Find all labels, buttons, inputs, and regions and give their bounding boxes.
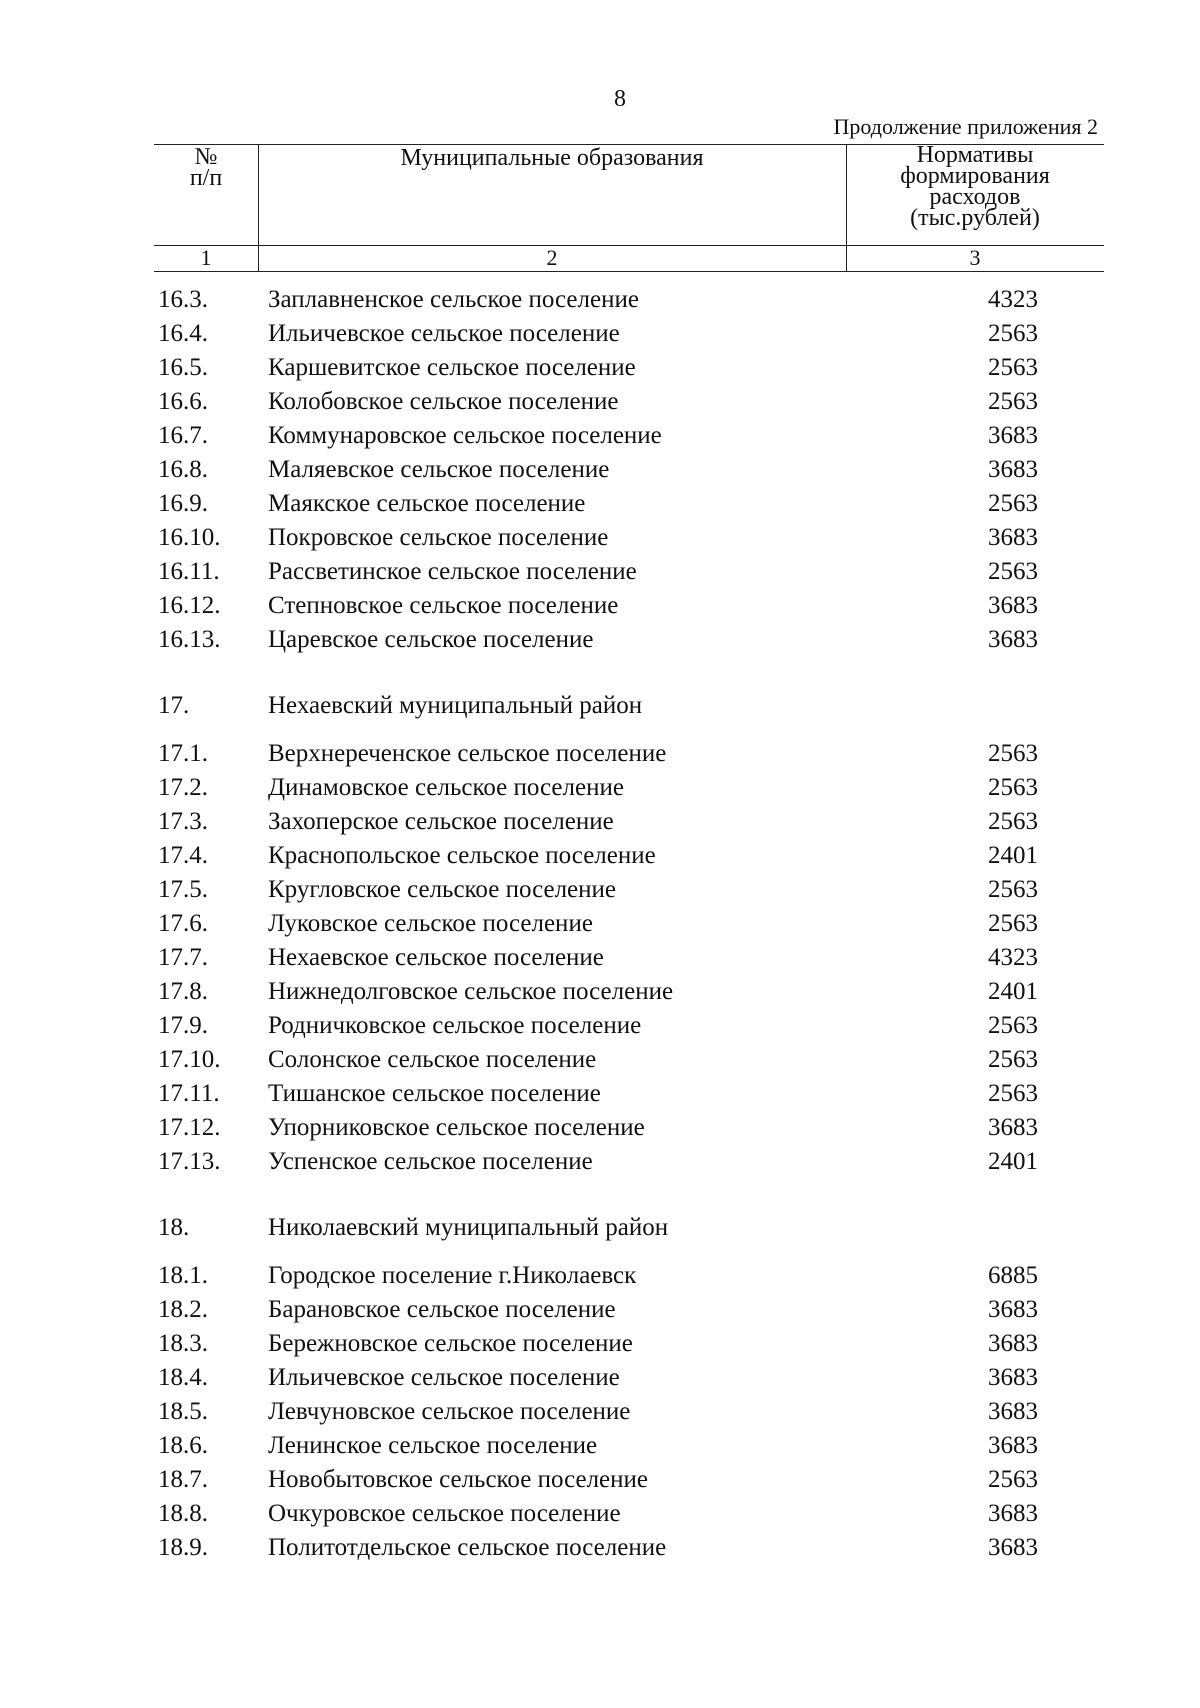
table-row (0, 589, 1200, 623)
row-value: 2563 (988, 774, 1038, 801)
row-number: 17.7. (158, 944, 208, 971)
row-name: Колобовское сельское поселение (268, 388, 619, 415)
row-name: Рассветинское сельское поселение (268, 558, 637, 585)
row-value: 2563 (988, 558, 1038, 585)
table-row (0, 1497, 1200, 1531)
table-row (0, 1327, 1200, 1361)
table-row (0, 419, 1200, 453)
table-row (0, 521, 1200, 555)
table-row (0, 771, 1200, 805)
district-number: 18. (158, 1214, 190, 1241)
row-number: 17.13. (158, 1148, 221, 1175)
row-value: 2563 (988, 876, 1038, 903)
page-number: 8 (614, 86, 626, 112)
row-number: 18.7. (158, 1466, 208, 1493)
row-value: 3683 (988, 1296, 1038, 1323)
row-value: 3683 (988, 1398, 1038, 1425)
row-value: 2563 (988, 354, 1038, 381)
row-name: Очкуровское сельское поселение (268, 1500, 621, 1527)
header-number: № п/п (189, 144, 223, 191)
row-number: 16.5. (158, 354, 208, 381)
table-row (0, 317, 1200, 351)
row-number: 17.10. (158, 1046, 221, 1073)
row-value: 2401 (988, 978, 1038, 1005)
district-row (0, 1211, 1200, 1259)
row-name: Маякское сельское поселение (268, 490, 586, 517)
district-number: 17. (158, 692, 190, 719)
row-name: Коммунаровское сельское поселение (268, 422, 662, 449)
table-row (0, 1429, 1200, 1463)
column-number-2: 2 (546, 245, 558, 270)
table-row (0, 1111, 1200, 1145)
row-number: 16.6. (158, 388, 208, 415)
table-row (0, 1531, 1200, 1565)
row-name: Новобытовское сельское поселение (268, 1466, 649, 1493)
continuation-label: Продолжение приложения 2 (833, 114, 1098, 139)
row-number: 16.11. (158, 558, 220, 585)
row-name: Динамовское сельское поселение (268, 774, 624, 801)
row-value: 3683 (988, 626, 1038, 653)
district-row (0, 689, 1200, 737)
row-value: 2563 (988, 1466, 1038, 1493)
district-name: Николаевский муниципальный район (268, 1214, 669, 1241)
row-number: 18.4. (158, 1364, 208, 1391)
row-name: Ильичевское сельское поселение (268, 320, 620, 347)
header-divider (154, 245, 1104, 246)
row-name: Маляевское сельское поселение (268, 456, 610, 483)
row-number: 17.12. (158, 1114, 221, 1141)
row-name: Каршевитское сельское поселение (268, 354, 636, 381)
row-number: 17.1. (158, 740, 208, 767)
row-value: 3683 (988, 592, 1038, 619)
table-row (0, 1043, 1200, 1077)
row-name: Заплавненское сельское поселение (268, 286, 639, 313)
row-number: 18.6. (158, 1432, 208, 1459)
row-value: 3683 (988, 1432, 1038, 1459)
table-body (0, 283, 1200, 1565)
table-row (0, 623, 1200, 657)
row-name: Кругловское сельское поселение (268, 876, 617, 903)
row-name: Родничковское сельское поселение (268, 1012, 642, 1039)
row-value: 2563 (988, 740, 1038, 767)
row-number: 16.3. (158, 286, 208, 313)
row-name: Нижнедолговское сельское поселение (268, 978, 674, 1005)
row-number: 18.8. (158, 1500, 208, 1527)
row-name: Левчуновское сельское поселение (268, 1398, 631, 1425)
row-name: Барановское сельское поселение (268, 1296, 616, 1323)
table-row (0, 873, 1200, 907)
row-value: 2563 (988, 320, 1038, 347)
row-number: 17.2. (158, 774, 208, 801)
row-value: 2563 (988, 1046, 1038, 1073)
table-row (0, 1293, 1200, 1327)
row-number: 16.7. (158, 422, 208, 449)
header-norm: Нормативы формирования расходов (тыс.рублей) (900, 142, 1050, 231)
row-number: 16.13. (158, 626, 221, 653)
district-name: Нехаевский муниципальный район (268, 692, 643, 719)
row-value: 6885 (988, 1262, 1038, 1289)
row-number: 18.2. (158, 1296, 208, 1323)
row-name: Ильичевское сельское поселение (268, 1364, 620, 1391)
group-spacer (0, 1179, 1200, 1211)
column-number-1: 1 (200, 245, 212, 270)
row-value: 3683 (988, 422, 1038, 449)
row-number: 16.10. (158, 524, 221, 551)
row-number: 16.9. (158, 490, 208, 517)
table-row (0, 351, 1200, 385)
row-number: 16.12. (158, 592, 221, 619)
row-value: 4323 (988, 286, 1038, 313)
row-value: 3683 (988, 1500, 1038, 1527)
row-number: 17.8. (158, 978, 208, 1005)
row-number: 17.11. (158, 1080, 220, 1107)
table-row (0, 1259, 1200, 1293)
row-number: 16.4. (158, 320, 208, 347)
row-name: Бережновское сельское поселение (268, 1330, 633, 1357)
table-row (0, 975, 1200, 1009)
row-number: 17.3. (158, 808, 208, 835)
row-value: 2401 (988, 842, 1038, 869)
row-number: 18.3. (158, 1330, 208, 1357)
row-number: 17.4. (158, 842, 208, 869)
table-row (0, 805, 1200, 839)
row-number: 18.5. (158, 1398, 208, 1425)
group-spacer (0, 657, 1200, 689)
table-row (0, 1361, 1200, 1395)
row-value: 4323 (988, 944, 1038, 971)
row-name: Царевское сельское поселение (268, 626, 594, 653)
table-row (0, 283, 1200, 317)
row-name: Покровское сельское поселение (268, 524, 609, 551)
table-row (0, 1395, 1200, 1429)
row-value: 2563 (988, 490, 1038, 517)
row-name: Городское поселение г.Николаевск (268, 1262, 637, 1289)
row-number: 18.1. (158, 1262, 208, 1289)
row-value: 2563 (988, 1080, 1038, 1107)
row-value: 3683 (988, 456, 1038, 483)
table-row (0, 941, 1200, 975)
table-row (0, 839, 1200, 873)
row-number: 17.5. (158, 876, 208, 903)
row-value: 3683 (988, 1364, 1038, 1391)
table-row (0, 1077, 1200, 1111)
table-row (0, 555, 1200, 589)
row-value: 3683 (988, 524, 1038, 551)
row-value: 3683 (988, 1534, 1038, 1561)
table-row (0, 907, 1200, 941)
row-value: 2401 (988, 1148, 1038, 1175)
row-number: 18.9. (158, 1534, 208, 1561)
row-name: Луковское сельское поселение (268, 910, 593, 937)
row-name: Ленинское сельское поселение (268, 1432, 598, 1459)
row-number: 17.9. (158, 1012, 208, 1039)
row-value: 3683 (988, 1330, 1038, 1357)
row-name: Солонское сельское поселение (268, 1046, 597, 1073)
row-value: 2563 (988, 910, 1038, 937)
row-name: Краснопольское сельское поселение (268, 842, 656, 869)
row-name: Верхнереченское сельское поселение (268, 740, 667, 767)
table-row (0, 1463, 1200, 1497)
row-value: 3683 (988, 1114, 1038, 1141)
row-name: Захоперское сельское поселение (268, 808, 614, 835)
row-number: 16.8. (158, 456, 208, 483)
header-municipality: Муниципальные образования (400, 145, 704, 171)
row-value: 2563 (988, 388, 1038, 415)
table-header (154, 144, 1104, 272)
row-number: 17.6. (158, 910, 208, 937)
table-row (0, 385, 1200, 419)
table-row (0, 1145, 1200, 1179)
table-row (0, 453, 1200, 487)
row-value: 2563 (988, 808, 1038, 835)
table-row (0, 1009, 1200, 1043)
row-value: 2563 (988, 1012, 1038, 1039)
table-row (0, 487, 1200, 521)
row-name: Упорниковское сельское поселение (268, 1114, 645, 1141)
table-row (0, 737, 1200, 771)
row-name: Успенское сельское поселение (268, 1148, 593, 1175)
row-name: Политотдельское сельское поселение (268, 1534, 667, 1561)
column-number-3: 3 (969, 245, 981, 270)
row-name: Тишанское сельское поселение (268, 1080, 601, 1107)
row-name: Нехаевское сельское поселение (268, 944, 604, 971)
row-name: Степновское сельское поселение (268, 592, 619, 619)
